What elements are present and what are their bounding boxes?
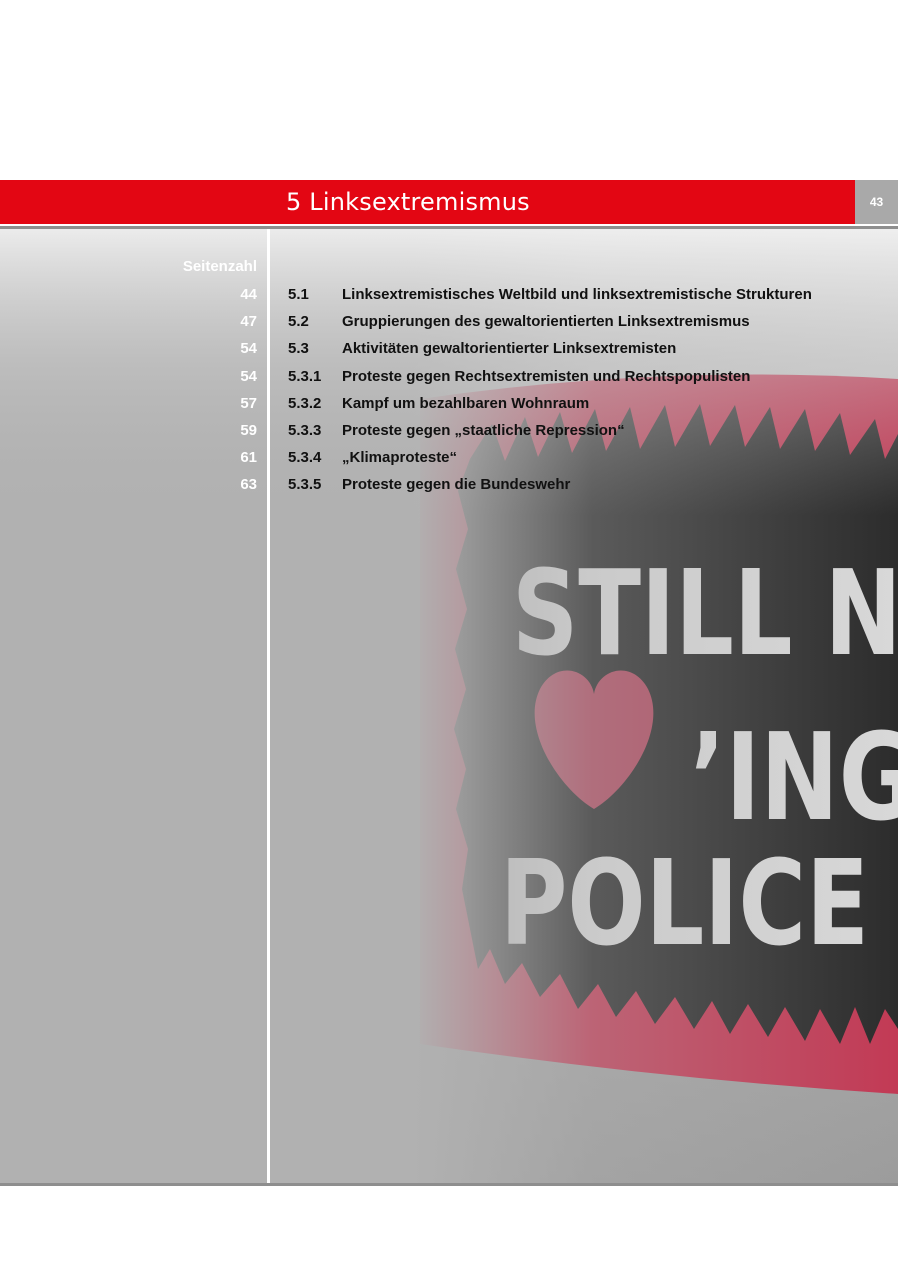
pages-column-heading: Seitenzahl xyxy=(182,258,257,275)
toc-row[interactable] xyxy=(0,476,898,503)
toc-section-number: 5.3.3 xyxy=(288,421,322,439)
toc-row[interactable] xyxy=(0,395,898,422)
toc-section-title: Aktivitäten gewaltorientierter Linksextremisten xyxy=(342,340,677,358)
toc-page-number: 47 xyxy=(240,313,257,331)
chapter-title: 5 Linksextremismus xyxy=(286,188,530,216)
toc-section-number: 5.3.2 xyxy=(288,394,322,412)
toc-section-number: 5.3.4 xyxy=(288,449,322,467)
toc-section-title: Proteste gegen „staatliche Repression“ xyxy=(342,421,625,439)
toc-row[interactable] xyxy=(0,422,898,449)
toc-page-number: 44 xyxy=(240,286,257,303)
toc-section-number: 5.2 xyxy=(288,313,309,331)
bottom-rule xyxy=(0,1183,898,1186)
toc-section-title: Proteste gegen die Bundeswehr xyxy=(342,476,571,494)
toc-row[interactable] xyxy=(0,340,898,367)
toc-row[interactable] xyxy=(0,449,898,476)
toc-section-number: 5.3.5 xyxy=(288,476,322,494)
toc-page-number: 63 xyxy=(240,476,257,494)
toc-section-title: Gruppierungen des gewaltorientierten Linksextremismus xyxy=(342,313,750,331)
toc-row[interactable] xyxy=(0,368,898,395)
toc-page-number: 57 xyxy=(240,394,257,412)
table-of-contents xyxy=(0,286,898,504)
toc-row[interactable] xyxy=(0,286,898,313)
toc-section-number: 5.1 xyxy=(288,286,309,303)
toc-section-title: Kampf um bezahlbaren Wohnraum xyxy=(342,394,590,412)
toc-section-number: 5.3.1 xyxy=(288,367,322,385)
toc-section-title: Proteste gegen Rechtsextremisten und Rechtspopulisten xyxy=(342,367,751,385)
toc-section-number: 5.3 xyxy=(288,340,309,358)
toc-page-number: 61 xyxy=(240,449,257,467)
toc-section-title: Linksextremistisches Weltbild und linksextremistische Strukturen xyxy=(342,286,812,303)
toc-page-number: 54 xyxy=(240,367,257,385)
toc-page-number: 54 xyxy=(240,340,257,358)
toc-page-number: 59 xyxy=(240,421,257,439)
page-number: 43 xyxy=(855,180,898,224)
toc-row[interactable] xyxy=(0,313,898,340)
toc-section-title: „Klimaproteste“ xyxy=(342,449,458,467)
